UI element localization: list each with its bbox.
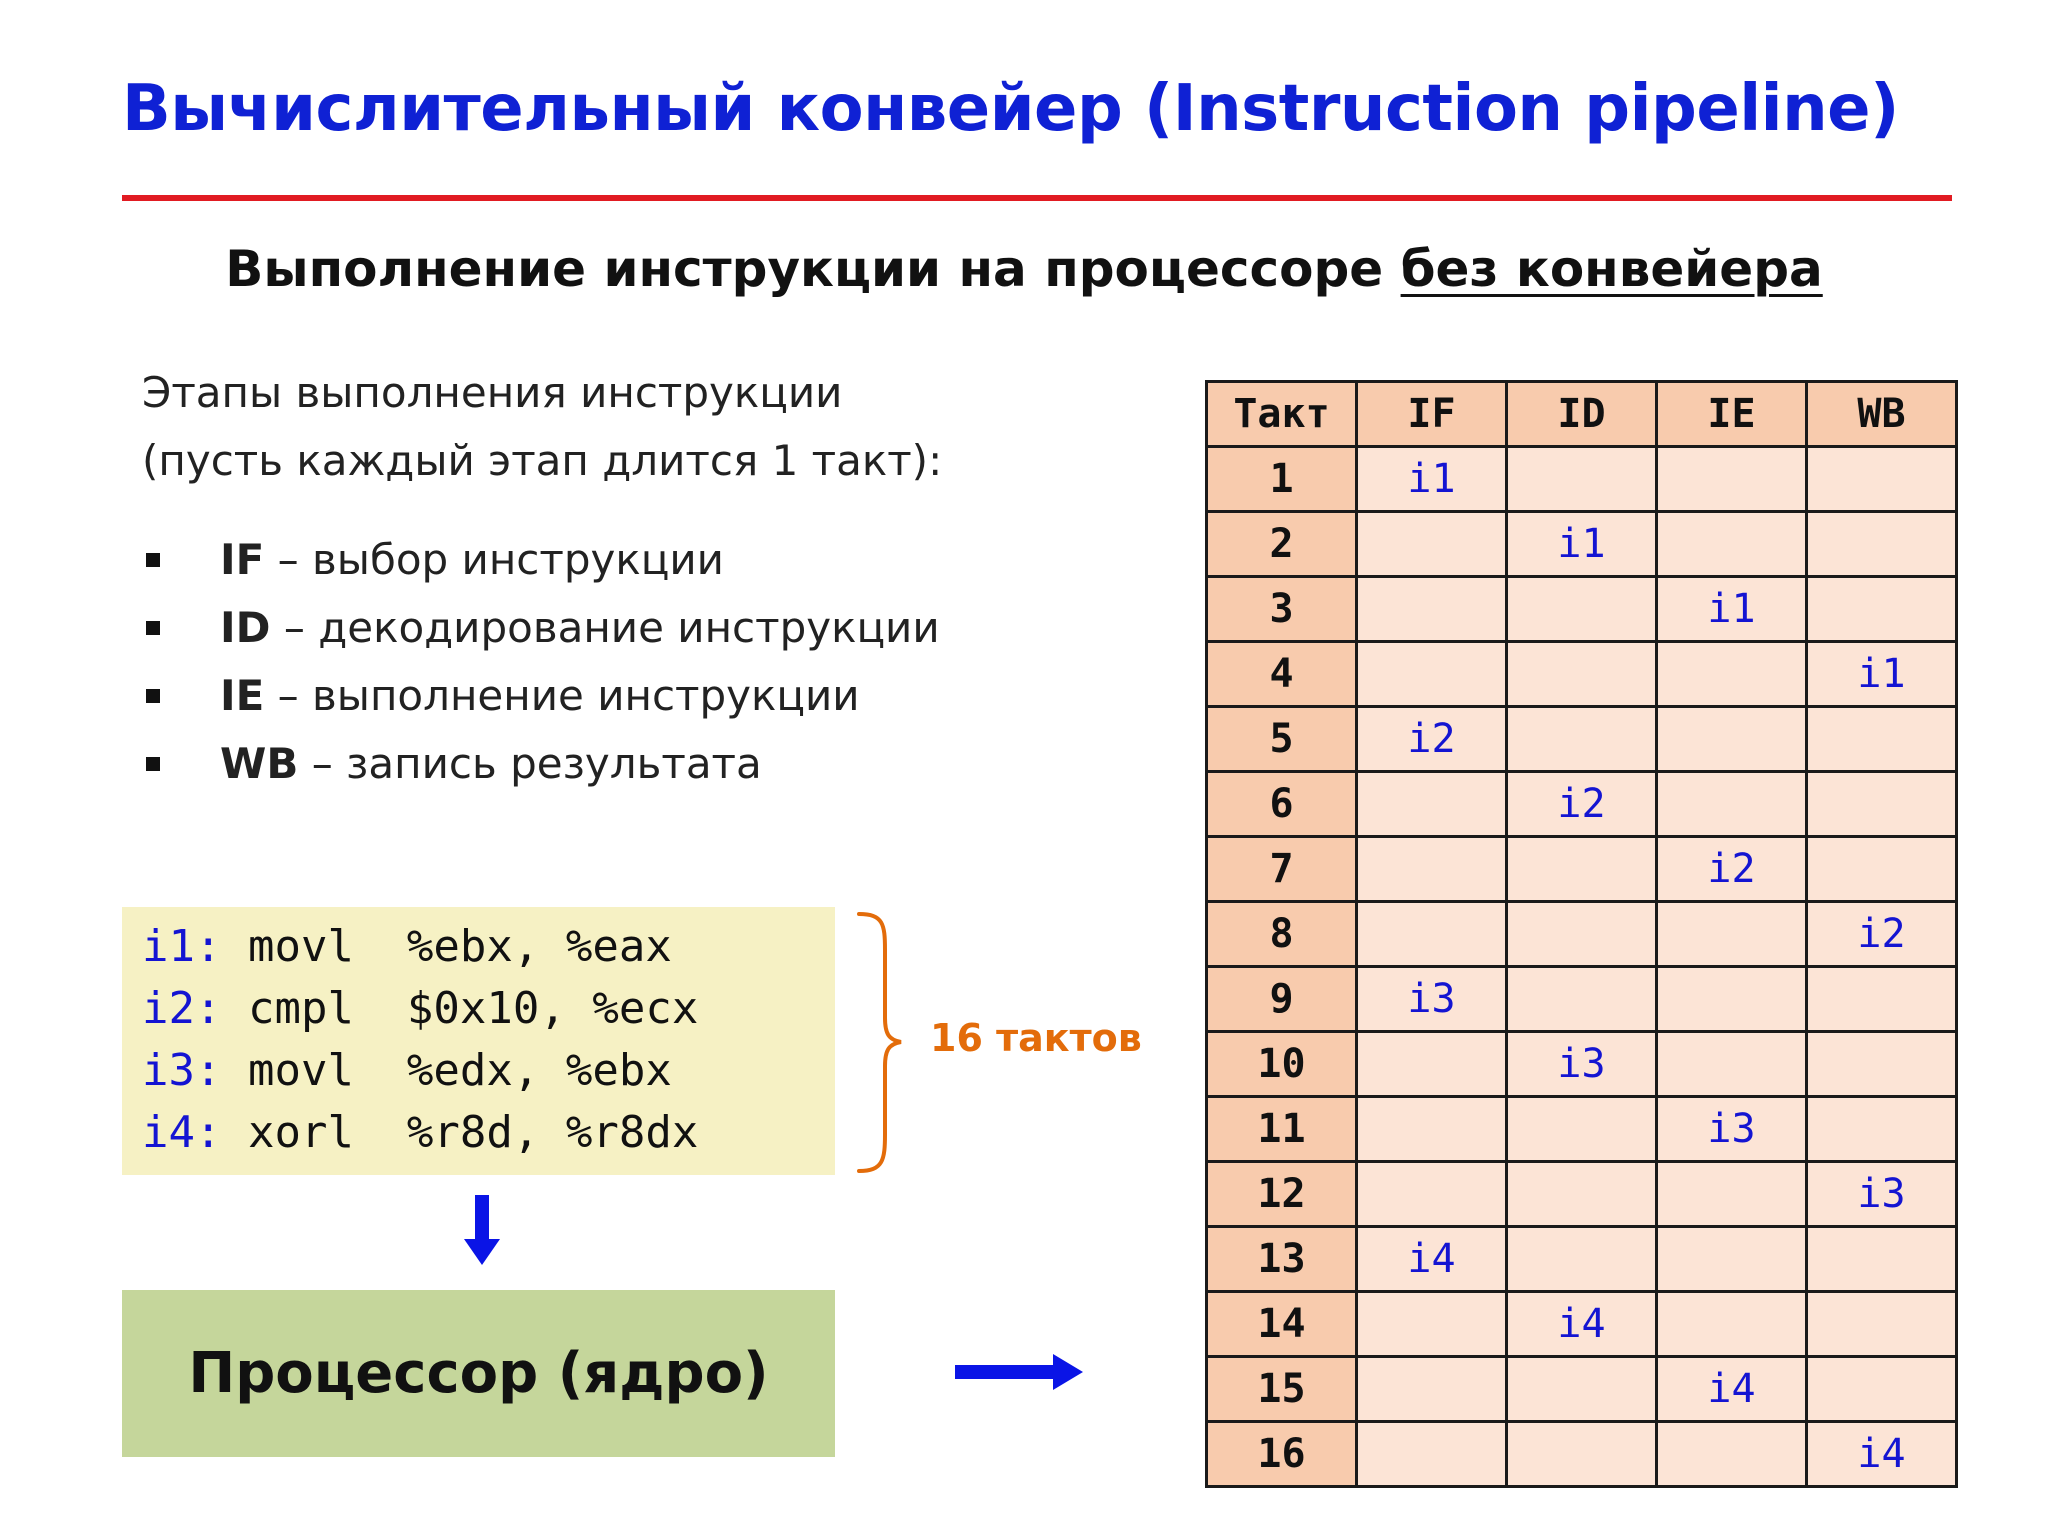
takt-cell: 9 — [1207, 967, 1357, 1032]
stage-cell — [1807, 1032, 1957, 1097]
code-line — [142, 1107, 698, 1169]
stage-cell — [1357, 1422, 1507, 1487]
table-row — [1207, 1032, 1957, 1097]
takt-cell: 14 — [1207, 1292, 1357, 1357]
stage-cell: i3 — [1807, 1162, 1957, 1227]
stage-cell — [1507, 1357, 1657, 1422]
code-line — [142, 1045, 672, 1107]
square-bullet-icon — [146, 553, 160, 567]
stage-cell — [1357, 902, 1507, 967]
stage-cell — [1507, 447, 1657, 512]
table-row — [1207, 1292, 1957, 1357]
code-text: xorl %r8d, %r8dx — [221, 1107, 699, 1158]
stage-cell — [1657, 1162, 1807, 1227]
stage-cell: i3 — [1507, 1032, 1657, 1097]
header-ie: IE — [1657, 382, 1807, 447]
takt-cell: 1 — [1207, 447, 1357, 512]
stage-abbr: WB — [220, 739, 299, 788]
table-row — [1207, 447, 1957, 512]
table-row — [1207, 642, 1957, 707]
table-row — [1207, 1357, 1957, 1422]
takt-cell: 10 — [1207, 1032, 1357, 1097]
table-row — [1207, 1227, 1957, 1292]
stage-cell — [1807, 707, 1957, 772]
stage-cell: i2 — [1507, 772, 1657, 837]
stage-cell — [1807, 577, 1957, 642]
arrow-right-icon — [955, 1352, 1085, 1392]
stage-cell — [1357, 642, 1507, 707]
stage-item — [142, 739, 940, 807]
stage-cell — [1807, 772, 1957, 837]
curly-brace-icon — [855, 910, 905, 1175]
table-row — [1207, 967, 1957, 1032]
code-label: i4: — [142, 1107, 222, 1158]
stage-desc: – выполнение инструкции — [264, 671, 860, 720]
stage-cell — [1357, 1032, 1507, 1097]
stage-cell: i1 — [1807, 642, 1957, 707]
takt-cell: 4 — [1207, 642, 1357, 707]
stage-cell — [1507, 1162, 1657, 1227]
stage-cell — [1807, 1227, 1957, 1292]
stage-cell — [1807, 1292, 1957, 1357]
stage-desc: – декодирование инструкции — [270, 603, 940, 652]
stage-cell — [1357, 577, 1507, 642]
code-text: movl %ebx, %eax — [221, 921, 672, 972]
stage-cell — [1507, 707, 1657, 772]
pipeline-table — [1205, 380, 1958, 1488]
stage-cell — [1807, 1357, 1957, 1422]
stage-cell — [1807, 1097, 1957, 1162]
stage-cell — [1657, 902, 1807, 967]
slide-subtitle — [0, 240, 2048, 298]
stage-cell — [1357, 512, 1507, 577]
stage-cell — [1657, 447, 1807, 512]
header-id: ID — [1507, 382, 1657, 447]
stage-cell — [1657, 512, 1807, 577]
code-text: cmpl $0x10, %ecx — [221, 983, 699, 1034]
stage-cell: i3 — [1357, 967, 1507, 1032]
stage-cell — [1807, 967, 1957, 1032]
stage-cell — [1507, 902, 1657, 967]
stage-cell — [1657, 772, 1807, 837]
title-divider — [122, 195, 1952, 201]
stage-cell: i4 — [1507, 1292, 1657, 1357]
stage-cell: i2 — [1657, 837, 1807, 902]
stage-cell: i2 — [1357, 707, 1507, 772]
stage-cell — [1357, 772, 1507, 837]
table-row — [1207, 707, 1957, 772]
stage-cell — [1357, 1292, 1507, 1357]
stage-cell — [1507, 1422, 1657, 1487]
takt-cell: 15 — [1207, 1357, 1357, 1422]
table-row — [1207, 1162, 1957, 1227]
takt-cell: 2 — [1207, 512, 1357, 577]
stage-cell: i4 — [1357, 1227, 1507, 1292]
arrow-down-icon — [462, 1195, 502, 1267]
table-row — [1207, 1422, 1957, 1487]
processor-box — [122, 1290, 835, 1457]
stage-item — [142, 603, 940, 671]
takt-cell: 7 — [1207, 837, 1357, 902]
code-text: movl %edx, %ebx — [221, 1045, 672, 1096]
table-body — [1207, 447, 1957, 1487]
square-bullet-icon — [146, 621, 160, 635]
stage-cell: i1 — [1657, 577, 1807, 642]
stage-abbr: IF — [220, 535, 265, 584]
table-row — [1207, 902, 1957, 967]
stage-cell — [1357, 1357, 1507, 1422]
table-row — [1207, 512, 1957, 577]
stage-cell: i4 — [1807, 1422, 1957, 1487]
stage-cell — [1507, 1097, 1657, 1162]
table-row — [1207, 837, 1957, 902]
square-bullet-icon — [146, 757, 160, 771]
processor-label: Процессор (ядро) — [188, 1341, 769, 1406]
code-line — [142, 983, 698, 1045]
stage-cell: i3 — [1657, 1097, 1807, 1162]
stage-cell — [1657, 1422, 1807, 1487]
stage-item — [142, 671, 940, 739]
table-header-row — [1207, 382, 1957, 447]
stage-cell — [1657, 1227, 1807, 1292]
table-row — [1207, 577, 1957, 642]
takt-cell: 8 — [1207, 902, 1357, 967]
stage-abbr: IE — [220, 671, 265, 720]
takt-cell: 12 — [1207, 1162, 1357, 1227]
header-wb: WB — [1807, 382, 1957, 447]
stage-cell — [1657, 642, 1807, 707]
code-label: i2: — [142, 983, 222, 1034]
stage-cell — [1657, 707, 1807, 772]
stage-cell — [1807, 837, 1957, 902]
brace-label: 16 тактов — [930, 1016, 1142, 1060]
stage-cell: i1 — [1507, 512, 1657, 577]
takt-cell: 5 — [1207, 707, 1357, 772]
takt-cell: 3 — [1207, 577, 1357, 642]
takt-cell: 13 — [1207, 1227, 1357, 1292]
stage-cell: i1 — [1357, 447, 1507, 512]
stage-cell: i2 — [1807, 902, 1957, 967]
code-label: i1: — [142, 921, 222, 972]
intro-line-1: Этапы выполнения инструкции — [142, 368, 843, 417]
page-title: Вычислительный конвейер (Instruction pipeline) — [122, 72, 1899, 146]
stage-cell — [1357, 837, 1507, 902]
header-if: IF — [1357, 382, 1507, 447]
stage-cell: i4 — [1657, 1357, 1807, 1422]
stage-cell — [1657, 967, 1807, 1032]
stage-cell — [1357, 1162, 1507, 1227]
stage-cell — [1507, 1227, 1657, 1292]
stage-cell — [1507, 837, 1657, 902]
stage-desc: – выбор инструкции — [264, 535, 724, 584]
stage-list — [142, 535, 940, 807]
takt-cell: 16 — [1207, 1422, 1357, 1487]
square-bullet-icon — [146, 689, 160, 703]
stage-cell — [1657, 1032, 1807, 1097]
code-line — [142, 921, 672, 983]
intro-line-2: (пусть каждый этап длится 1 такт): — [142, 436, 943, 485]
stage-item — [142, 535, 940, 603]
table-row — [1207, 772, 1957, 837]
takt-cell: 11 — [1207, 1097, 1357, 1162]
subtitle-prefix: Выполнение инструкции на процессоре — [225, 240, 1401, 298]
takt-cell: 6 — [1207, 772, 1357, 837]
stage-cell — [1807, 512, 1957, 577]
stage-abbr: ID — [220, 603, 271, 652]
stage-cell — [1357, 1097, 1507, 1162]
stage-cell — [1807, 447, 1957, 512]
code-block — [122, 907, 835, 1175]
header-takt: Такт — [1207, 382, 1357, 447]
table-row — [1207, 1097, 1957, 1162]
stage-cell — [1507, 967, 1657, 1032]
subtitle-underlined: без конвейера — [1400, 240, 1823, 298]
stage-cell — [1507, 642, 1657, 707]
stage-desc: – запись результата — [298, 739, 762, 788]
code-label: i3: — [142, 1045, 222, 1096]
stage-cell — [1657, 1292, 1807, 1357]
stage-cell — [1507, 577, 1657, 642]
